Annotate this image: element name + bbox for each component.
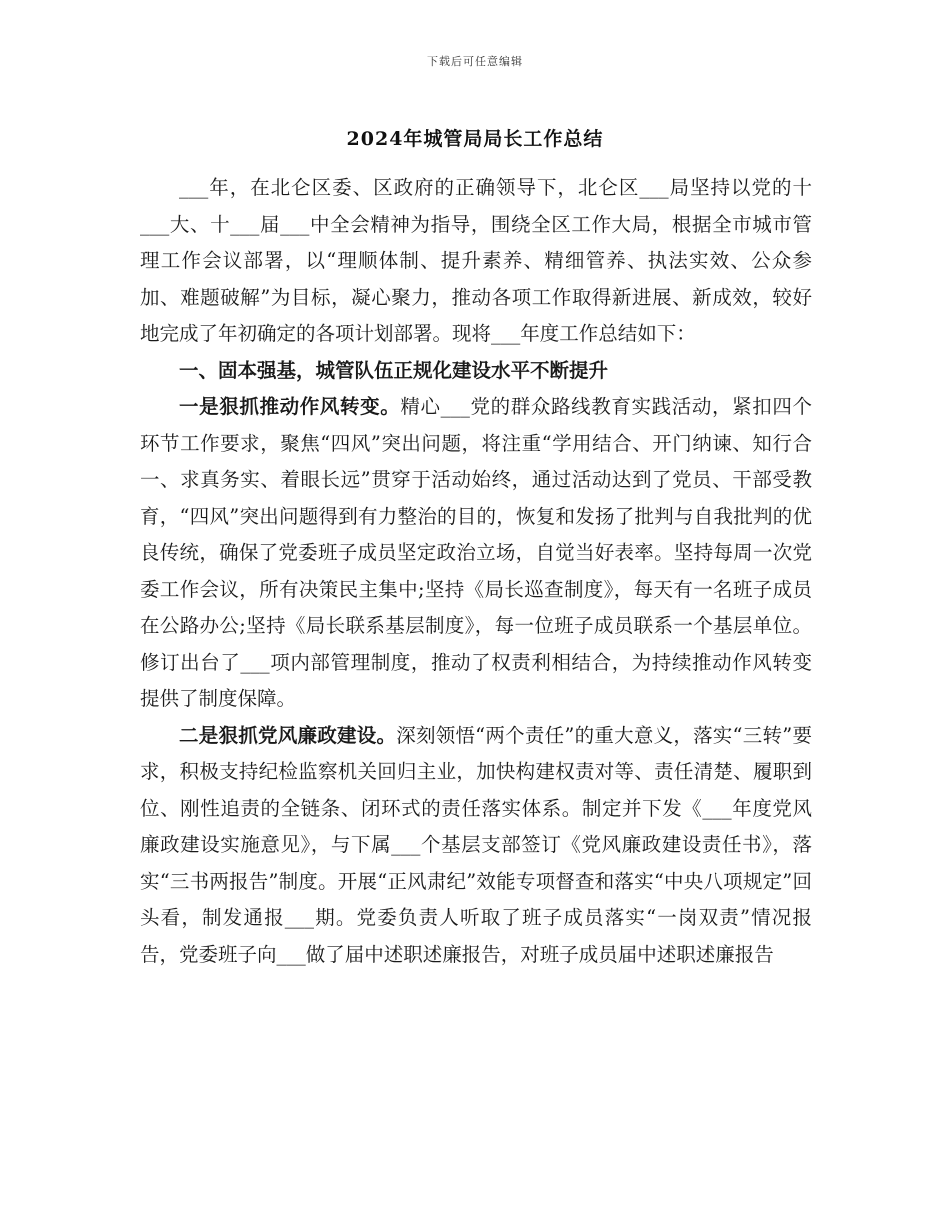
document-title: 2024年城管局局长工作总结 (346, 128, 604, 150)
paragraph-lead-integrity: 二是狠抓党风廉政建设。 (179, 723, 397, 747)
paragraph-text-work-style: 精心___党的群众路线教育实践活动，紧扣四个环节工作要求，聚焦“四风”突出问题，将注重“学用结合、开门纳谏、知行合一、求真务实、着眼长远”贯穿于活动始终，通过活动达到了党员、干部受教育，“四风”突出问题得到有力整治的目的，恢复和发扬了批判与自我批判的优良传统，确保了党委班子成员坚定政治立场，自觉当好表率。坚持每周一次党委工作会议，所有决策民主集中;坚持《局长巡查制度》，每天有一名班子成员在公路办公;坚持《局长联系基层制度》，每一位班子成员联系一个基层单位。修订出台了___项内部管理制度，推动了权责利相结合，为持续推动作风转变提供了制度保障。 (140, 395, 812, 710)
intro-paragraph: ___年，在北仑区委、区政府的正确领导下，北仑区___局坚持以党的十___大、十___届___中全会精神为指导，围绕全区工作大局，根据全市城市管理工作会议部署，以“理顺体制、提升素养、精细管养、执法实效、公众参加、难题破解”为目标，凝心聚力，推动各项工作取得新进展、新成效，较好地完成了年初确定的各项计划部署。现将___年度工作总结如下： (140, 176, 812, 345)
document-body (140, 170, 812, 973)
paragraph-integrity (140, 718, 812, 974)
section-heading-1: 一、固本强基，城管队伍正规化建设水平不断提升 (179, 358, 609, 382)
paragraph-work-style (140, 389, 812, 718)
header-note: 下载后可任意编辑 (427, 55, 523, 68)
paragraph-text-integrity: 深刻领悟“两个责任”的重大意义，落实“三转”要求，积极支持纪检监察机关回归主业，加快构建权责对等、责任清楚、履职到位、刚性追责的全链条、闭环式的责任落实体系。制定并下发《___年度党风廉政建设实施意见》，与下属___个基层支部签订《党风廉政建设责任书》，落实“三书两报告”制度。开展“正风肃纪”效能专项督查和落实“中央八项规定”回头看，制发通报___期。党委负责人听取了班子成员落实“一岗双责”情况报告，党委班子向___做了届中述职述廉报告，对班子成员届中述职述廉报告 (140, 723, 812, 966)
paragraph-lead-work-style: 一是狠抓推动作风转变。 (179, 395, 401, 418)
